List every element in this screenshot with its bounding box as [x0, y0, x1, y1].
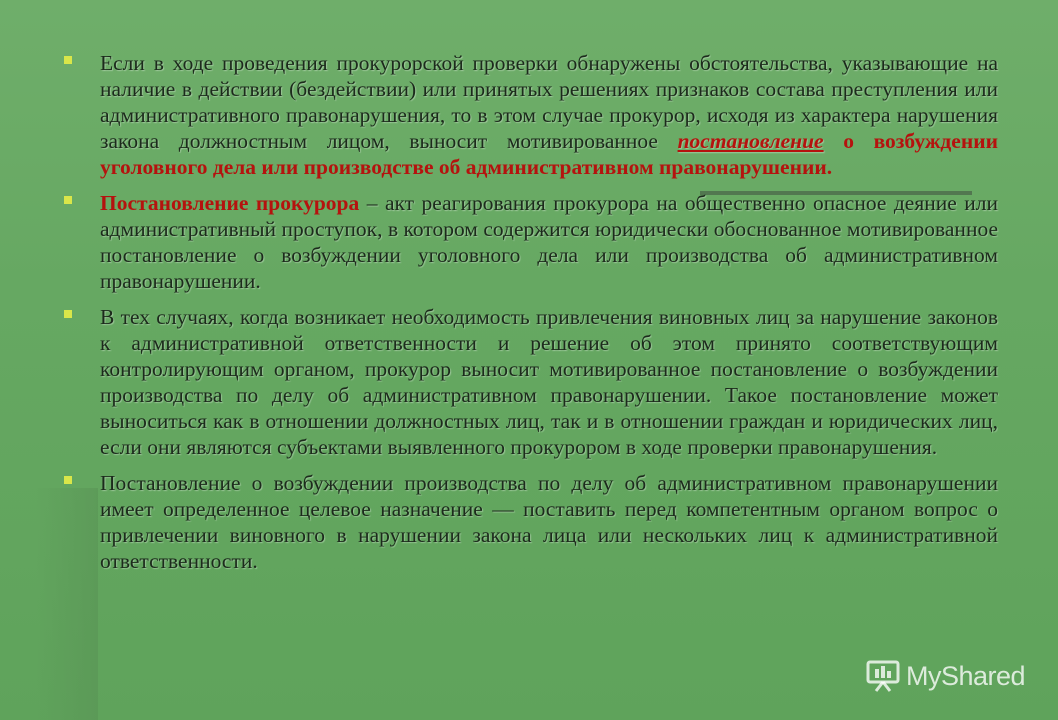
paragraph-text: Если в ходе проведения прокурорской проверки обнаружены обстоятельства, указывающие на наличие в действии (бездействии) или принятых решениях признаков состава преступления или административного правонарушения, то в этом случае прокурор, исходя из характера нарушения закона должностным лицом, выносит мотивированное — [100, 51, 998, 153]
presentation-board-icon — [866, 659, 900, 693]
list-item-text: Постановление о возбуждении производства по делу об административном правонарушении имеет определенное целевое назначение — поставить перед компетентным органом вопрос о привлечении виновного в нарушении закона лица или нескольких лиц к административной ответственности. — [100, 471, 998, 573]
list-item — [62, 470, 998, 574]
highlighted-term: Постановление прокурора — [100, 191, 360, 215]
list-item — [62, 304, 998, 460]
square-bullet-icon — [64, 56, 72, 64]
highlighted-phrase: о возбуждении уголовного дела или производстве об административном правонарушении. — [100, 129, 998, 179]
watermark — [866, 656, 1041, 696]
list-item — [62, 190, 998, 294]
list-item-text: В тех случаях, когда возникает необходимость привлечения виновных лиц за нарушение законов к административной ответственности и решение об этом принято соответствующим контролирующим органом, прокурор выносит мотивированное постановление о возбуждении производства по делу об административном правонарушении. Такое постановление может выноситься как в отношении должностных лиц, так и в отношении граждан и юридических лиц, если они являются субъектами выявленного прокурором в ходе проверки правонарушения. — [100, 305, 998, 459]
watermark-text: MyShared — [906, 660, 1026, 691]
list-item-text — [100, 190, 998, 294]
highlighted-term: постановление — [677, 129, 824, 153]
paragraph-text: – акт реагирования прокурора на общественно опасное деяние или административный проступок, в котором содержится юридически обоснованное мотивированное постановление о возбуждении уголовного дела или производства об административном правонарушении. — [100, 191, 998, 293]
square-bullet-icon — [64, 476, 72, 484]
list-item-text — [100, 50, 998, 180]
square-bullet-icon — [64, 310, 72, 318]
list-item — [62, 50, 998, 180]
square-bullet-icon — [64, 196, 72, 204]
slide-content — [62, 50, 998, 584]
